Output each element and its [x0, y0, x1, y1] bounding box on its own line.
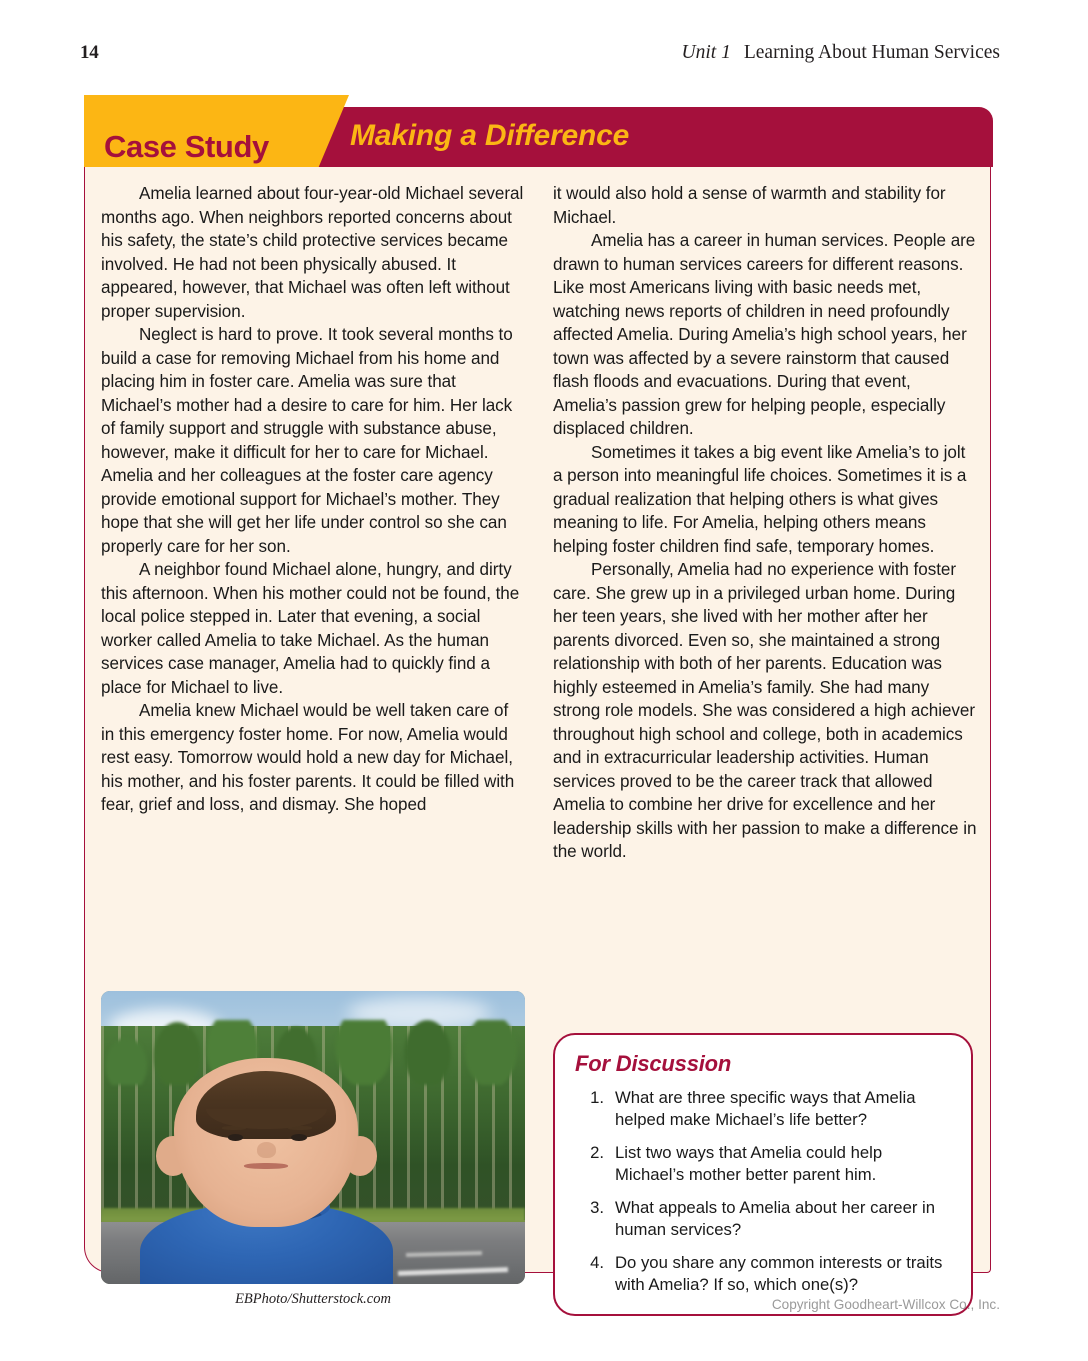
article-columns [101, 182, 979, 864]
road-marking [398, 1267, 508, 1276]
question-text: What appeals to Amelia about her career in human services? [615, 1198, 936, 1239]
article-left-column [101, 182, 526, 864]
list-item [575, 1197, 953, 1241]
paragraph: Amelia learned about four-year-old Michael several months ago. When neighbors reported concerns about his safety, the state’s child protective services became involved. He had not been physically abused. It appeared, however, that Michael was often left without proper supervision. [101, 184, 524, 321]
paragraph: Neglect is hard to prove. It took several months to build a case for removing Michael from his home and placing him in foster care. Amelia was sure that Michael’s mother had a desire to care for him. Her lack of family support and struggle with substance abuse, however, make it difficult for her to care for Michael. Amelia and her colleagues at the foster care agency provide emotional support for Michael’s mother. They hope that she will get her life under control so she can properly care for her son. [101, 325, 513, 556]
mouth [244, 1163, 288, 1169]
question-number: 2. [590, 1143, 604, 1162]
for-discussion-title: For Discussion [575, 1051, 732, 1076]
paragraph: Sometimes it takes a big event like Amelia’s to jolt a person into meaningful life choices. Sometimes it is a gradual realization that helping others is what gives meaning to life. For Amelia, helping others means helping foster children find safe, temporary homes. [553, 442, 967, 556]
eye [291, 1134, 307, 1141]
list-item [575, 1252, 953, 1296]
boy-figure [135, 1014, 398, 1284]
road-marking [406, 1251, 482, 1257]
question-text: Do you share any common interests or traits with Amelia? If so, which one(s)? [615, 1253, 943, 1294]
list-item [575, 1087, 953, 1131]
list-item [575, 1142, 953, 1186]
nose [257, 1142, 275, 1157]
paragraph: Amelia has a career in human services. People are drawn to human services careers for different reasons. Like most Americans living with basic needs met, watching news reports of children in need profoundly affected Amelia. During Amelia’s high school years, her town was affected by a severe rainstorm that caused flash floods and evacuations. During that event, Amelia’s passion grew for helping people, especially displaced children. [553, 231, 976, 438]
unit-label: Unit 1 [681, 42, 731, 63]
page-number: 14 [80, 42, 99, 63]
copyright-footer: Copyright Goodheart-Willcox Co., Inc. [771, 1297, 1000, 1312]
paragraph: Amelia knew Michael would be well taken care of in this emergency foster home. For now, Amelia would rest easy. Tomorrow would hold a new day for Michael, his mother, and his foster parents. It could be filled with fear, grief and loss, and dismay. She hoped [101, 701, 515, 814]
case-study-tag-label: Case Study [104, 129, 269, 164]
eye [228, 1134, 244, 1141]
article-right-column [553, 182, 978, 864]
question-text: List two ways that Amelia could help Michael’s mother better parent him. [615, 1143, 883, 1184]
unit-title: Learning About Human Services [743, 42, 1000, 63]
young-boy-outdoors-photo [101, 991, 525, 1284]
question-text: What are three specific ways that Amelia helped make Michael’s life better? [615, 1088, 916, 1129]
photo-figure [101, 991, 525, 1308]
running-head [80, 42, 1000, 72]
discussion-question-list [575, 1087, 953, 1296]
for-discussion-box [553, 1033, 973, 1316]
running-head-right [682, 42, 1000, 64]
paragraph: A neighbor found Michael alone, hungry, and dirty this afternoon. When his mother could not be found, the local police stepped in. Later that evening, a social worker called Amelia to take Michael. As the human services case manager, Amelia had to quickly find a place for Michael to live. [101, 560, 520, 697]
question-number: 1. [590, 1088, 604, 1107]
case-study-banner-title: Making a Difference [350, 119, 630, 152]
face [174, 1058, 358, 1228]
paragraph-continuation: it would also hold a sense of warmth and stability for Michael. [553, 184, 946, 227]
question-number: 4. [590, 1253, 604, 1272]
paragraph: Personally, Amelia had no experience with foster care. She grew up in a privileged urban home. During her teen years, she lived with her mother after her parents divorced. Even so, she maintained a strong relationship with both of her parents. Education was highly esteemed in Amelia’s family. She had many strong role models. She was considered a high achiever throughout high school and college, both in academics and in extracurricular leadership activities. Human services proved to be the career track that allowed Amelia to combine her drive for excellence and her leadership skills with her passion to make a difference in the world. [553, 560, 977, 861]
photo-credit: EBPhoto/Shutterstock.com [235, 1291, 391, 1307]
question-number: 3. [590, 1198, 604, 1217]
